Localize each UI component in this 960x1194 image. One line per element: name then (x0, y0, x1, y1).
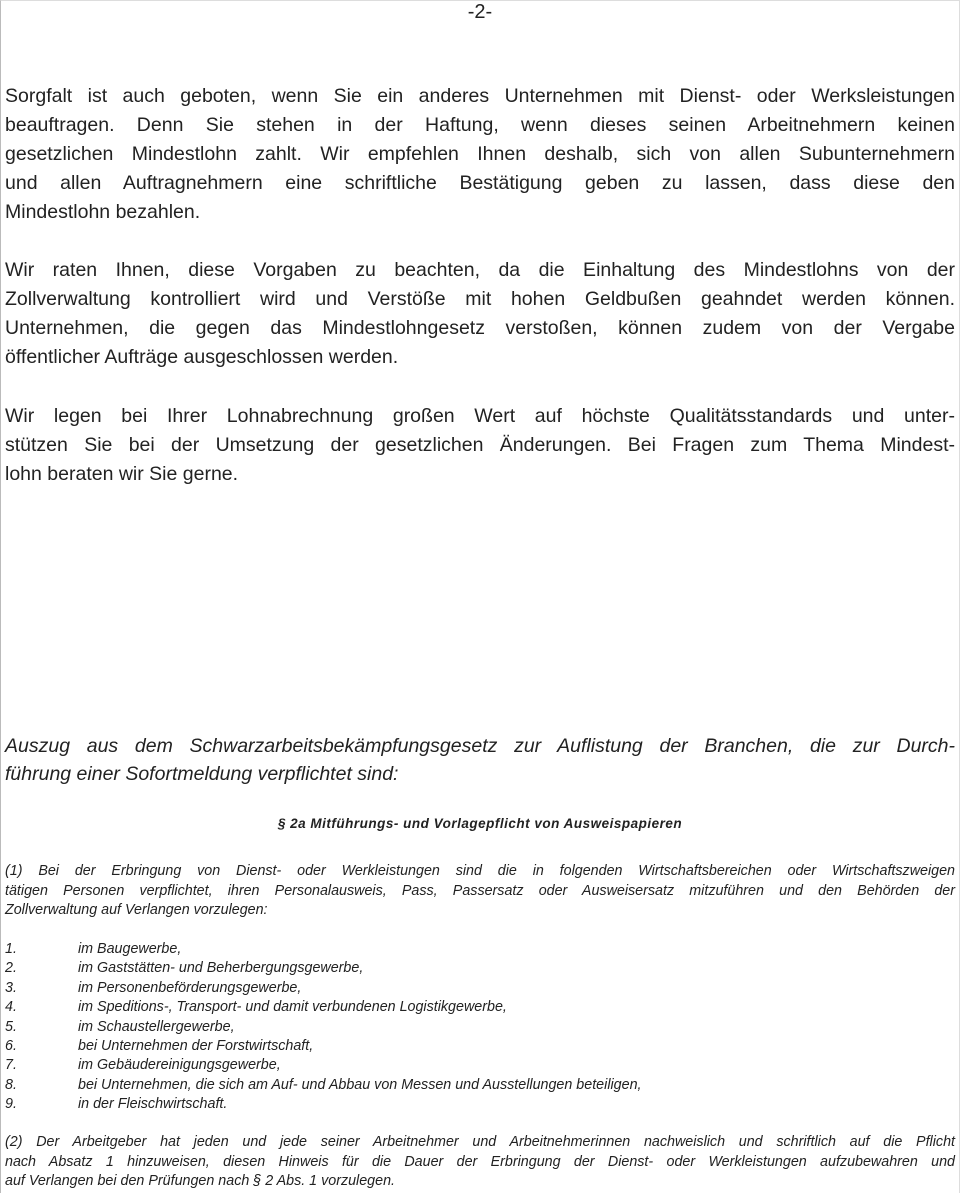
list-number: 9. (5, 1096, 17, 1113)
text-line: Auszug aus dem Schwarzarbeitsbekämpfungsgesetz zur Auflistung der Branchen, die zur Durch- (5, 735, 955, 757)
list-text: im Speditions-, Transport- und damit verbundenen Logistikgewerbe, (78, 999, 507, 1016)
list-item (5, 1076, 642, 1095)
text-line: öffentlicher Aufträge ausgeschlossen werden. (5, 346, 399, 368)
list-number: 5. (5, 1018, 17, 1035)
text-line: Zollverwaltung auf Verlangen vorzulegen: (5, 902, 268, 918)
list-number: 6. (5, 1038, 17, 1055)
text-line: Unternehmen, die gegen das Mindestlohngesetz verstoßen, können zudem von der Vergabe (5, 317, 955, 339)
text-line: tätigen Personen verpflichtet, ihren Personalausweis, Pass, Passersatz oder Ausweisersatz mitzuführen und den Behörden der (5, 882, 955, 899)
text-line: (2) Der Arbeitgeber hat jeden und jede seiner Arbeitnehmer und Arbeitnehmerinnen nachweislich und schriftlich auf die Pflicht (5, 1134, 955, 1150)
list-item (5, 1037, 642, 1056)
paragraph-service (5, 402, 955, 489)
text-line: Mindestlohn bezahlen. (5, 201, 201, 223)
list-item (5, 1056, 642, 1075)
list-number: 8. (5, 1076, 17, 1093)
paragraph-subcontractors (5, 82, 955, 227)
list-text: bei Unternehmen, die sich am Auf- und Abbau von Messen und Ausstellungen beteiligen, (78, 1076, 642, 1093)
page-number: -2- (467, 1, 493, 23)
list-item (5, 1095, 642, 1114)
text-line: Zollverwaltung kontrolliert wird und Verstöße mit hohen Geldbußen geahndet werden können. (5, 288, 955, 310)
text-line: Sorgfalt ist auch geboten, wenn Sie ein anderes Unternehmen mit Dienst- oder Werksleistungen (5, 85, 955, 107)
text-line: Wir raten Ihnen, diese Vorgaben zu beachten, da die Einhaltung des Mindestlohns von der (5, 259, 955, 281)
list-item (5, 1018, 642, 1037)
text-line: Wir legen bei Ihrer Lohnabrechnung großen Wert auf höchste Qualitätsstandards und unter- (5, 405, 955, 427)
text-line: führung einer Sofortmeldung verpflichtet sind: (5, 763, 399, 785)
section-title: § 2a Mitführungs- und Vorlagepflicht von Ausweispapieren (277, 816, 683, 831)
list-item (5, 959, 642, 978)
list-item (5, 998, 642, 1017)
list-text: im Gaststätten- und Beherbergungsgewerbe, (78, 960, 364, 977)
excerpt-heading (5, 732, 955, 788)
list-item (5, 940, 642, 959)
text-line: gesetzlichen Mindestlohn zahlt. Wir empfehlen Ihnen deshalb, sich von allen Subunternehmern (5, 143, 955, 165)
paragraph-enforcement (5, 256, 955, 372)
list-text: bei Unternehmen der Forstwirtschaft, (78, 1038, 314, 1055)
list-number: 7. (5, 1057, 17, 1074)
clause-2 (5, 1133, 955, 1192)
list-text: in der Fleischwirtschaft. (78, 1096, 228, 1113)
list-text: im Personenbeförderungsgewerbe, (78, 979, 302, 996)
industry-list (5, 940, 642, 1115)
clause-1 (5, 862, 955, 921)
list-number: 4. (5, 999, 17, 1016)
text-line: und allen Auftragnehmern eine schriftliche Bestätigung geben zu lassen, dass diese den (5, 172, 955, 194)
text-line: stützen Sie bei der Umsetzung der gesetzlichen Änderungen. Bei Fragen zum Thema Mindest- (5, 434, 955, 456)
list-text: im Gebäudereinigungsgewerbe, (78, 1057, 281, 1074)
list-number: 2. (5, 960, 17, 977)
list-item (5, 979, 642, 998)
list-number: 1. (5, 941, 17, 957)
text-line: (1) Bei der Erbringung von Dienst- oder Werkleistungen sind die in folgenden Wirtschaftsbereichen oder Wirtschaftszweigen (5, 863, 955, 879)
list-text: im Baugewerbe, (78, 941, 182, 957)
text-line: lohn beraten wir Sie gerne. (5, 463, 239, 485)
text-line: auf Verlangen bei den Prüfungen nach § 2 Abs. 1 vorzulegen. (5, 1173, 396, 1189)
text-line: nach Absatz 1 hinzuweisen, diesen Hinweis für die Dauer der Erbringung der Dienst- oder Werkleistungen aufzubewahren und (5, 1153, 955, 1170)
text-line: beauftragen. Denn Sie stehen in der Haftung, wenn dieses seinen Arbeitnehmern keinen (5, 114, 955, 136)
list-text: im Schaustellergewerbe, (78, 1018, 235, 1035)
list-number: 3. (5, 979, 17, 996)
